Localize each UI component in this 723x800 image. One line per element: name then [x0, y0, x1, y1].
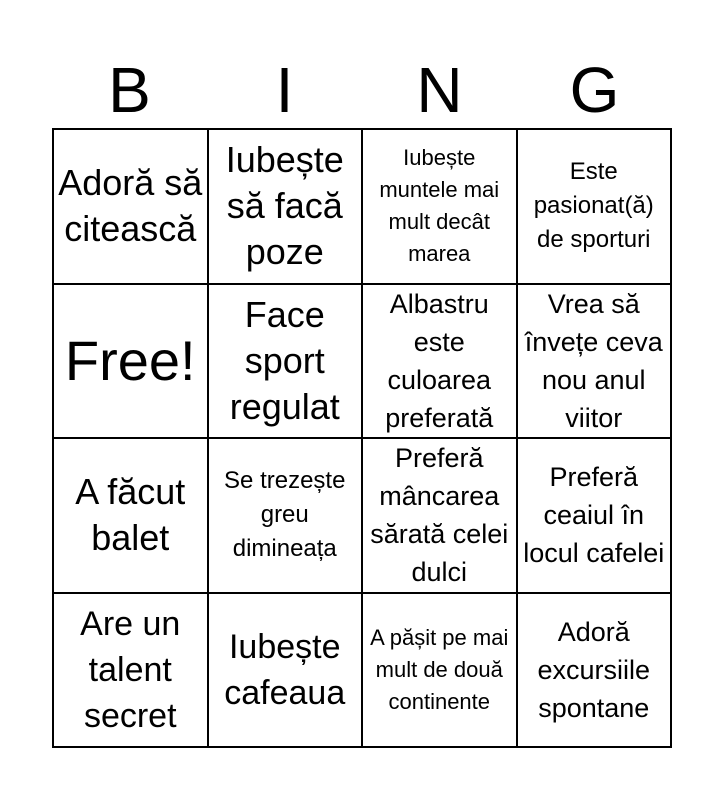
cell-label: A făcut balet: [75, 471, 186, 559]
bingo-header: [52, 52, 672, 128]
header-letter-b: B: [108, 54, 151, 126]
bingo-cell[interactable]: [518, 439, 673, 594]
header-letter-g: G: [569, 54, 620, 126]
cell-label: Vrea să învețe ceva nou anul viitor: [524, 288, 663, 433]
bingo-cell[interactable]: [209, 594, 364, 749]
cell-label: Este pasionat(ă) de sporturi: [533, 158, 654, 254]
header-letter-i: I: [275, 54, 294, 126]
cell-label: Are un talent secret: [80, 604, 181, 735]
cell-label: Preferă mâncarea sărată celei dulci: [370, 443, 509, 588]
cell-label: A pășit pe mai mult de două continente: [370, 624, 509, 714]
bingo-grid: [52, 128, 672, 748]
bingo-cell[interactable]: [363, 439, 518, 594]
bingo-cell[interactable]: [363, 285, 518, 440]
bingo-cell[interactable]: [518, 594, 673, 749]
bingo-cell[interactable]: [54, 439, 209, 594]
cell-label: Iubește cafeaua: [224, 627, 346, 712]
cell-label: Iubește să facă poze: [225, 139, 344, 273]
header-letter-n: N: [416, 54, 463, 126]
bingo-cell[interactable]: [209, 439, 364, 594]
cell-label: Iubește muntele mai mult decât marea: [379, 145, 500, 267]
cell-label: Adoră să citească: [58, 162, 203, 250]
bingo-cell[interactable]: [518, 130, 673, 285]
bingo-cell[interactable]: [209, 130, 364, 285]
cell-label: Se trezește greu dimineața: [224, 467, 346, 563]
bingo-cell[interactable]: [54, 130, 209, 285]
bingo-cell[interactable]: [209, 285, 364, 440]
cell-label: Albastru este culoarea preferată: [385, 288, 494, 433]
bingo-cell[interactable]: [363, 130, 518, 285]
cell-label: Preferă ceaiul în locul cafelei: [523, 462, 665, 569]
bingo-cell[interactable]: [54, 594, 209, 749]
cell-label: Face sport regulat: [229, 293, 340, 427]
cell-label: Free!: [64, 328, 196, 392]
cell-label: Adoră excursiile spontane: [537, 616, 651, 723]
bingo-cell[interactable]: [363, 594, 518, 749]
bingo-cell-free[interactable]: [54, 285, 209, 440]
bingo-cell[interactable]: [518, 285, 673, 440]
